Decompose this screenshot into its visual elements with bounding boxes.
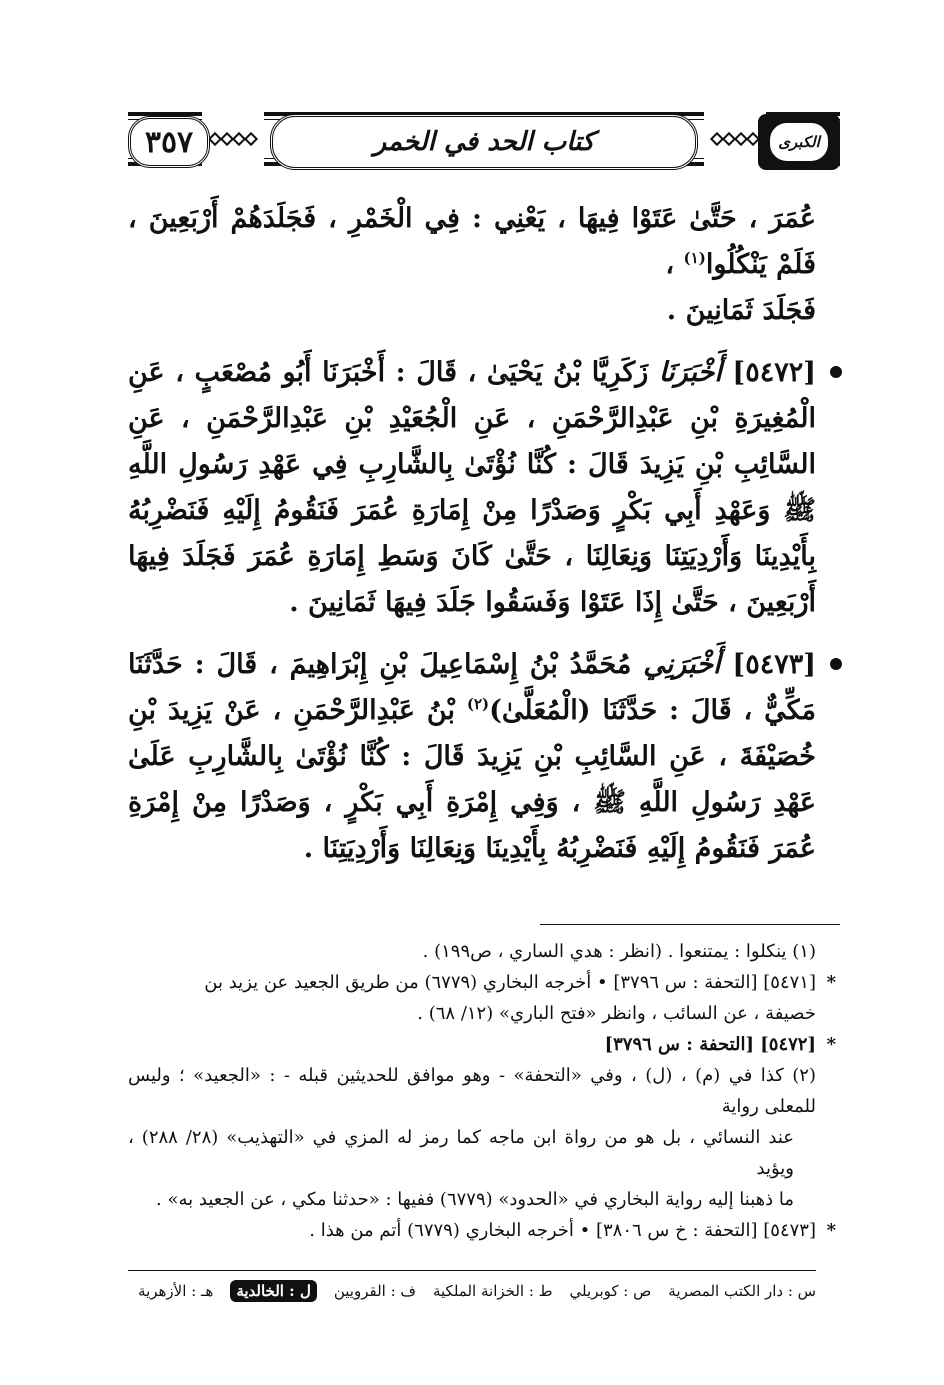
- note-line: (٢) كذا في (م) ، (ل) ، وفي «التحفة» - وهو موافق للحديثين قبله - : «الجعيد» ؛ وليس للمعلى رواية: [128, 1065, 816, 1117]
- legend-item: ص : كوبريلي: [569, 1282, 652, 1300]
- text-line: ،: [665, 249, 684, 280]
- legend-divider: [128, 1270, 816, 1271]
- hadith-text: زَكَرِيَّا بْنُ يَحْيَىٰ ، قَالَ : أَخْبَرَنَا أَبُو مُصْعَبٍ ، عَنِ الْمُغِيرَةِ بْنِ عَبْدِالرَّحْمَنِ ، عَنِ الْجُعَيْدِ بْنِ عَبْدِالرَّحْمَنِ ، عَنِ السَّائِبِ بْنِ يَزِيدَ قَالَ : كُنَّا نُؤْتَىٰ بِالشَّارِبِ فِي عَهْدِ رَسُولِ اللَّهِ ﷺ وَعَهْدِ أَبِي بَكْرٍ وَصَدْرًا مِنْ إِمَارَةِ عُمَرَ فَنَقُومُ إِلَيْهِ فَنَضْرِبُهُ بِأَيْدِينَا وَأَرْدِيَتِنَا وَنِعَالِنَا ، حَتَّىٰ كَانَ وَسَطِ إِمَارَةِ عُمَرَ فَجَلَدَ فِيهَا أَرْبَعِينَ ، حَتَّىٰ إِذَا عَتَوْا وَفَسَقُوا جَلَدَ فِيهَا ثَمَانِينَ .: [128, 357, 816, 618]
- footnote-1: (١) ينكلوا : يمتنعوا . (انظر : هدي الساري ، ص١٩٩) .: [422, 941, 816, 962]
- legend-item: ط : الخزانة الملكية: [432, 1282, 553, 1300]
- note-line: ما ذهبنا إليه رواية البخاري في «الحدود» (٦٧٧٩) ففيها : «حدثنا مكي ، عن الجعيد به» .: [156, 1189, 794, 1210]
- logo: [758, 114, 840, 170]
- lead-word: أَخْبَرَنَا: [658, 357, 722, 388]
- takhrij-5472: [128, 1029, 836, 1060]
- legend-item: س : دار الكتب المصرية: [668, 1282, 816, 1300]
- paragraph-continued: [128, 196, 816, 334]
- hadith-number: [٥٤٧٢]: [732, 357, 816, 388]
- bullet-icon: [830, 658, 842, 670]
- legend-item-highlighted: ل : الخالدية: [230, 1280, 317, 1302]
- note-line: خصيفة ، عن السائب ، وانظر «فتح الباري» (١٢/ ٦٨) .: [417, 1003, 816, 1024]
- hadith-text: بْنُ عَبْدِالرَّحْمَنِ ، عَنْ يَزِيدَ بْنِ خُصَيْفَةَ ، عَنِ السَّائِبِ بْنِ يَزِيدَ قَالَ : كُنَّا نُؤْتَىٰ بِالشَّارِبِ عَلَىٰ عَهْدِ رَسُولِ اللَّهِ ﷺ ، وَفِي إِمْرَةِ أَبِي بَكْرٍ ، وَصَدْرًا مِنْ إِمْرَةِ عُمَرَ فَنَقُومُ إِلَيْهِ فَنَضْرِبُهُ بِأَيْدِينَا وَنِعَالِنَا وَأَرْدِيَتِنَا .: [128, 695, 816, 864]
- text-line: عُمَرَ ، حَتَّىٰ عَتَوْا فِيهَا ، يَعْنِي : فِي الْخَمْرِ ، فَجَلَدَهُمْ أَرْبَعِينَ ، فَلَمْ يَنْكُلُوا: [128, 203, 816, 280]
- chapter-title: كتاب الحد في الخمر: [270, 114, 698, 170]
- ornament: [704, 104, 766, 174]
- note-line: [٥٤٧١] [التحفة : س ٣٧٩٦] • أخرجه البخاري (٦٧٧٩) من طريق الجعيد عن يزيد بن: [204, 972, 816, 993]
- main-text: [128, 196, 816, 872]
- lead-word: أَخْبَرَنِي: [643, 649, 721, 680]
- note-line: عند النسائي ، بل هو من رواة ابن ماجه كما رمز له المزي في «التهذيب» (٢٨/ ٢٨٨) ، ويؤيد: [128, 1127, 794, 1179]
- note-line: [٥٤٧٢] [التحفة : س ٣٧٩٦]: [604, 1034, 816, 1055]
- footnote-ref: (١): [683, 249, 706, 267]
- ornament: [202, 104, 264, 174]
- hadith-5473: [128, 642, 816, 872]
- hadith-number: [٥٤٧٣]: [732, 649, 816, 680]
- footnote-ref: (٢): [466, 695, 490, 713]
- hadith-text: مُحَمَّدُ بْنُ إِسْمَاعِيلَ بْنِ إِبْرَاهِيمَ ، قَالَ : حَدَّثَنَا مَكِّيٌّ ، قَالَ : حَدَّثَنَا (الْمُعَلَّىٰ): [128, 649, 816, 726]
- note-line: [٥٤٧٣] [التحفة : خ س ٣٨٠٦] • أخرجه البخاري (٦٧٧٩) أتم من هذا .: [309, 1220, 816, 1241]
- star-icon: *: [826, 1034, 836, 1055]
- legend-item: هـ : الأزهرية: [138, 1282, 214, 1300]
- footnote-divider: [540, 924, 840, 925]
- page-number: ٣٥٧: [128, 116, 210, 168]
- takhrij-5471: [128, 967, 836, 1029]
- text-line: فَجَلَدَ ثَمَانِينَ .: [666, 295, 816, 326]
- footnote-2: [128, 1060, 816, 1215]
- takhrij-5473: [128, 1215, 836, 1246]
- hadith-5472: [128, 350, 816, 626]
- logo-text: الكبرى: [768, 121, 830, 163]
- legend-item: ف : القرويين: [333, 1282, 416, 1300]
- footnotes: [128, 936, 836, 1246]
- star-icon: *: [826, 1220, 836, 1241]
- page-header: [128, 104, 840, 174]
- bullet-icon: [830, 366, 842, 378]
- manuscript-legend: [138, 1276, 816, 1306]
- star-icon: *: [826, 972, 836, 993]
